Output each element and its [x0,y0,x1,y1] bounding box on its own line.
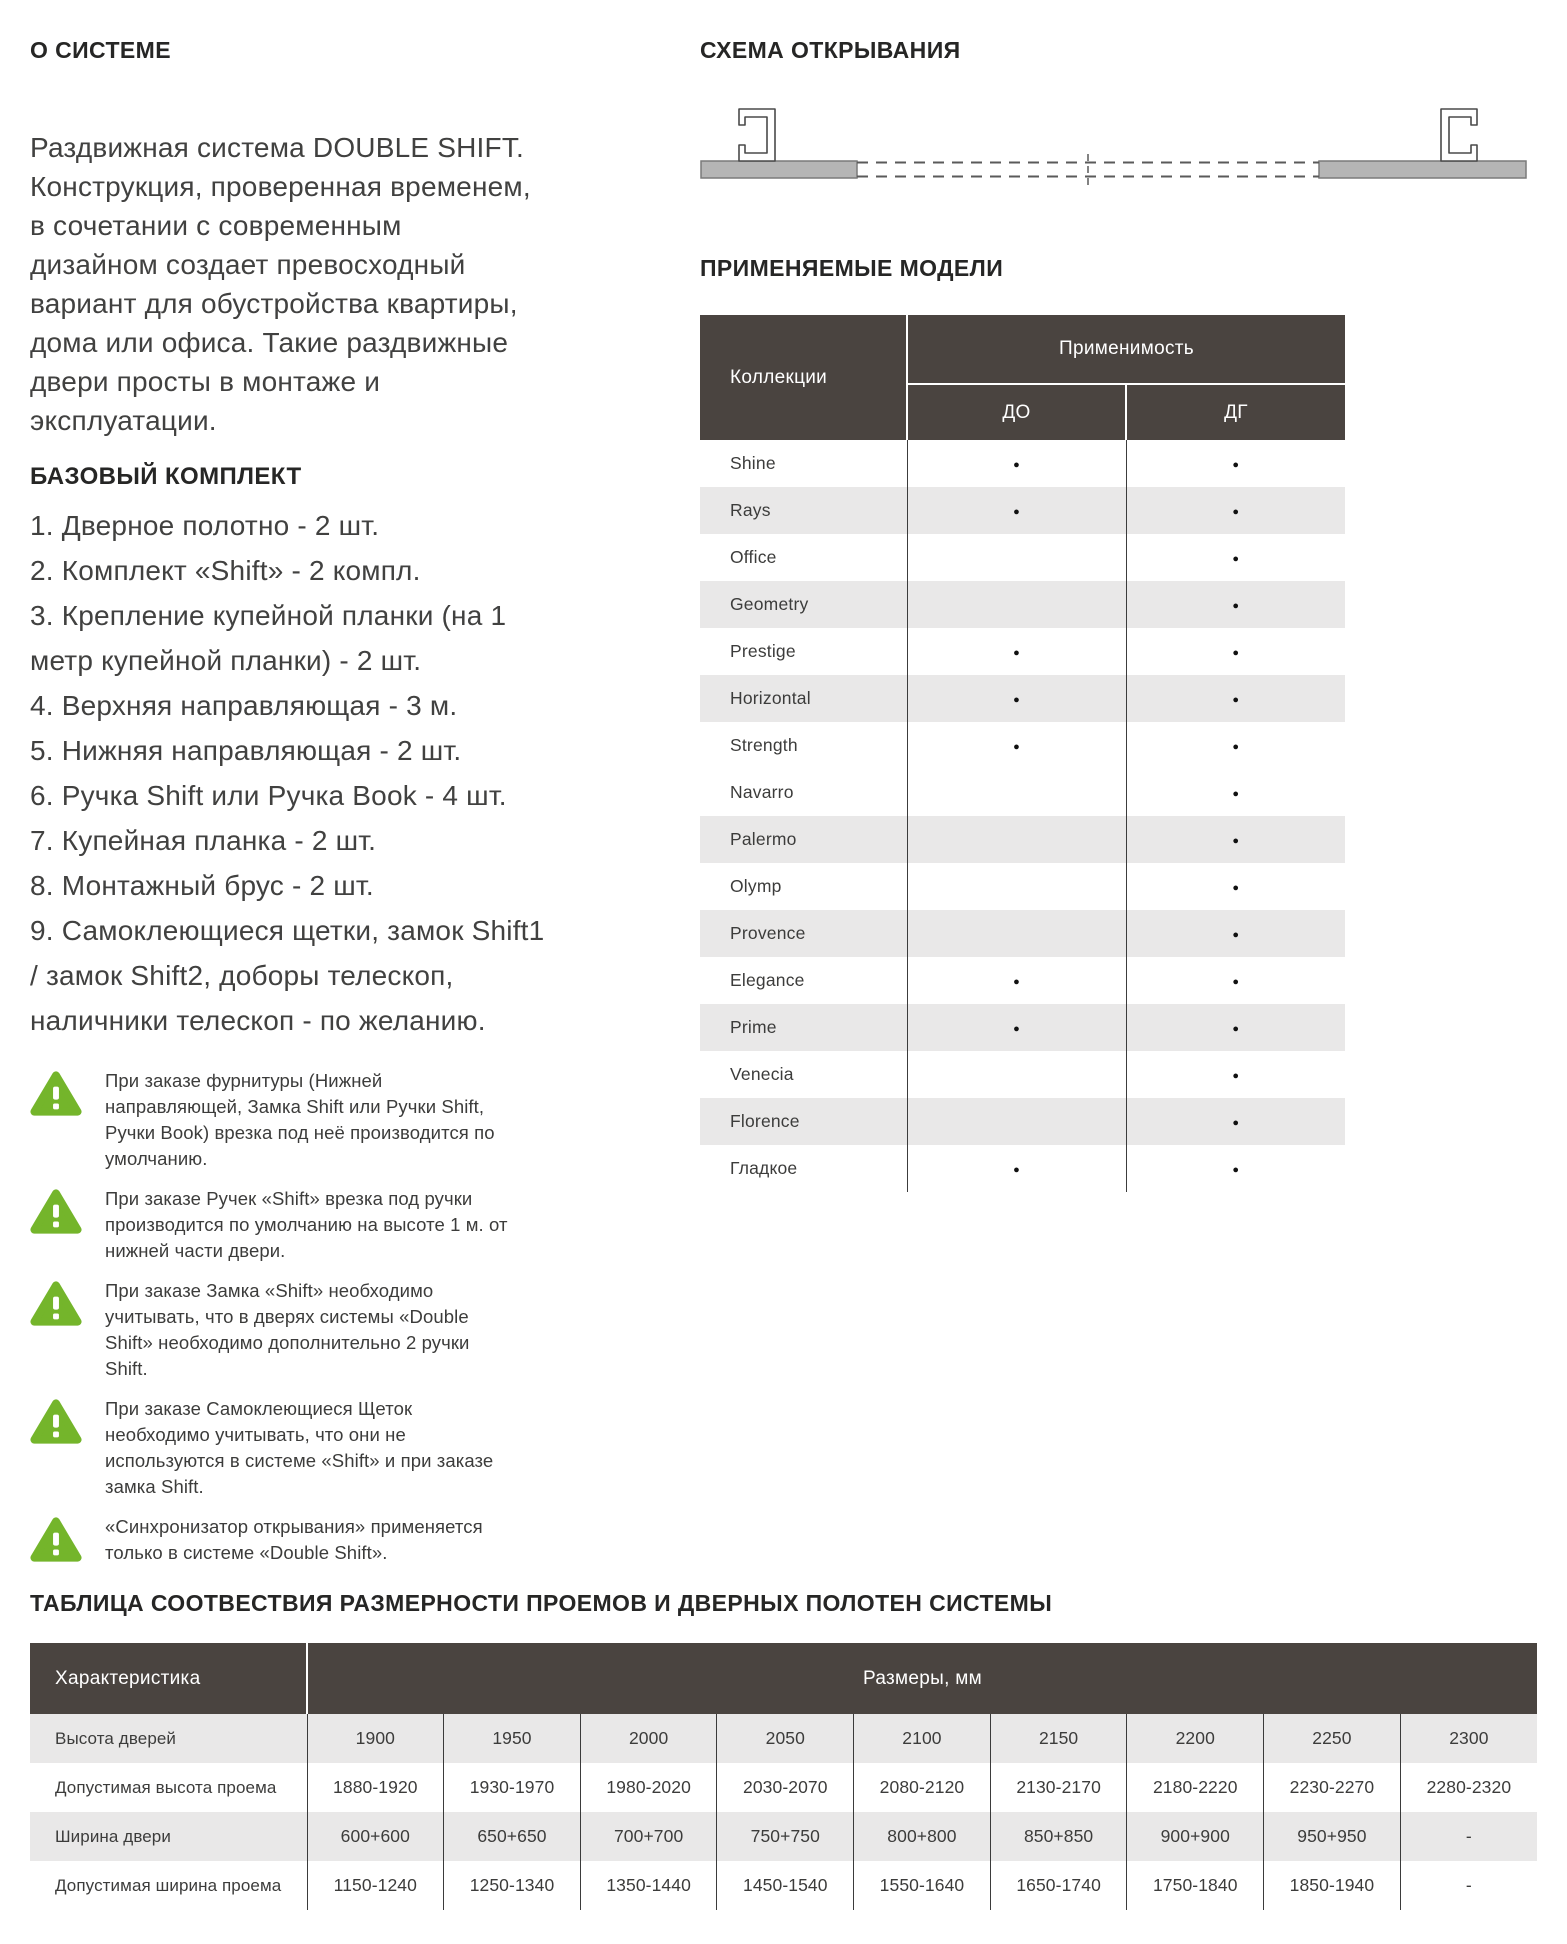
sizes-table-body [30,1714,1537,1910]
model-name: Geometry [700,581,907,628]
applicability-dot: ● [1232,1022,1240,1035]
model-name: Florence [700,1098,907,1145]
models-col-do: ДО [907,384,1126,440]
model-row [700,1004,1345,1051]
left-profile-bracket-icon [739,109,775,161]
warning-note [30,1186,560,1264]
model-do-cell [907,769,1126,816]
sizes-title: ТАБЛИЦА СООТВЕСТВИЯ РАЗМЕРНОСТИ ПРОЕМОВ И ДВЕРНЫХ ПОЛОТЕН СИСТЕМЫ [30,1590,1053,1617]
model-do-cell [907,487,1126,534]
size-value: 700+700 [580,1812,717,1861]
model-name: Navarro [730,782,794,802]
size-value: 2030-2070 [717,1763,854,1812]
size-value: 2050 [717,1714,854,1763]
kit-item: 8. Монтажный брус - 2 шт. [30,870,374,901]
applicability-dot: ● [1013,740,1020,753]
applicability-dot: ● [1013,975,1020,988]
model-row [700,816,1345,863]
model-row [700,957,1345,1004]
size-value: 1150-1240 [307,1861,444,1910]
model-name: Elegance [730,970,805,990]
size-value: 2080-2120 [854,1763,991,1812]
applicability-dot: ● [1232,599,1240,612]
size-value: 1750-1840 [1127,1861,1264,1910]
model-do-cell [907,910,1126,957]
size-value: 2250 [1264,1714,1401,1763]
warning-text: «Синхронизатор открывания» применяется только в системе «Double Shift». [105,1516,483,1563]
model-name: Olymp [730,876,782,896]
size-row-label: Допустимая ширина проема [55,1875,282,1895]
applicability-dot: ● [1232,1116,1240,1129]
applicability-dot: ● [1232,646,1240,659]
size-value: 1980-2020 [580,1763,717,1812]
model-row [700,675,1345,722]
size-value: 1550-1640 [854,1861,991,1910]
size-value: 750+750 [717,1812,854,1861]
kit-item: 5. Нижняя направляющая - 2 шт. [30,735,462,766]
model-do-cell [907,816,1126,863]
warning-icon [30,1188,82,1235]
warning-icon [30,1516,82,1563]
right-door-leaf [1319,161,1526,178]
model-do-cell [907,1098,1126,1145]
model-name: Shine [730,453,776,473]
model-row [700,910,1345,957]
model-dg-cell [1126,534,1345,581]
model-dg-cell [1126,628,1345,675]
warning-note [30,1514,560,1566]
model-do-cell [907,675,1126,722]
models-col-collections: Коллекции [700,315,907,440]
model-do-cell [907,863,1126,910]
applicability-dot: ● [1232,458,1240,471]
model-row [700,628,1345,675]
applicability-dot: ● [1013,693,1020,706]
model-dg-cell [1126,816,1345,863]
model-do-cell [907,534,1126,581]
size-value: 2150 [990,1714,1127,1763]
size-value: 2130-2170 [990,1763,1127,1812]
warning-icon [30,1070,82,1117]
model-name: Horizontal [700,675,907,722]
left-door-leaf [701,161,857,178]
size-value: 2180-2220 [1127,1763,1264,1812]
size-value: 2230-2270 [1264,1763,1401,1812]
model-name: Office [730,547,777,567]
size-value: 1850-1940 [1264,1861,1401,1910]
model-dg-cell [1126,722,1345,769]
model-name: Prime [700,1004,907,1051]
warnings [30,1068,560,1566]
kit-item: 9. Самоклеющиеся щетки, замок Shift1 / замок Shift2, доборы телескоп, наличники телескоп - по желанию. [30,915,545,1036]
model-row [700,440,1345,487]
kit-item: 1. Дверное полотно - 2 шт. [30,510,380,541]
size-value: 1650-1740 [990,1861,1127,1910]
model-dg-cell [1126,863,1345,910]
model-name: Rays [700,487,907,534]
base-kit-list [30,503,555,1043]
model-dg-cell [1126,581,1345,628]
applicability-dot: ● [1013,1022,1020,1035]
applicability-dot: ● [1013,646,1020,659]
model-name: Strength [730,735,798,755]
kit-item: 2. Комплект «Shift» - 2 компл. [30,555,421,586]
applicability-dot: ● [1232,1069,1240,1082]
model-row [700,581,1345,628]
kit-item: 3. Крепление купейной планки (на 1 метр купейной планки) - 2 шт. [30,600,507,676]
model-row [700,769,1345,816]
model-name: Venecia [730,1064,794,1084]
size-value: 650+650 [444,1812,581,1861]
size-row [30,1714,1537,1763]
warning-note [30,1278,560,1382]
size-value: 1900 [307,1714,444,1763]
model-row [700,1098,1345,1145]
size-value: 1930-1970 [444,1763,581,1812]
scheme-title: СХЕМА ОТКРЫВАНИЯ [700,37,961,64]
size-value: 800+800 [854,1812,991,1861]
model-dg-cell [1126,1004,1345,1051]
warning-text: При заказе Ручек «Shift» врезка под ручки производится по умолчанию на высоте 1 м. от нижней части двери. [105,1188,508,1261]
model-row [700,534,1345,581]
applicability-dot: ● [1232,975,1240,988]
warning-text: При заказе фурнитуры (Нижней направляющей, Замка Shift или Ручки Shift, Ручки Book) врезка под неё производится по умолчанию. [105,1070,495,1169]
kit-item: 7. Купейная планка - 2 шт. [30,825,377,856]
applicability-dot: ● [1232,787,1240,800]
size-value: - [1400,1812,1537,1861]
warning-note [30,1068,560,1172]
size-row [30,1861,1537,1910]
model-dg-cell [1126,440,1345,487]
applicability-dot: ● [1232,505,1240,518]
size-value: 1950 [444,1714,581,1763]
model-do-cell [907,1051,1126,1098]
size-row-label: Ширина двери [30,1812,307,1861]
sizes-col-sizes: Размеры, мм [307,1643,1537,1714]
size-value: 850+850 [990,1812,1127,1861]
applicability-dot: ● [1013,505,1020,518]
size-value: 1450-1540 [717,1861,854,1910]
applicability-dot: ● [1013,458,1020,471]
size-value: 1350-1440 [580,1861,717,1910]
size-value: 950+950 [1264,1812,1401,1861]
model-name: Palermo [700,816,907,863]
size-value: 900+900 [1127,1812,1264,1861]
size-row-label: Допустимая высота проема [55,1777,277,1797]
size-value: 2300 [1400,1714,1537,1763]
model-do-cell [907,957,1126,1004]
model-row [700,487,1345,534]
applicability-dot: ● [1232,881,1240,894]
size-value: 600+600 [307,1812,444,1861]
model-dg-cell [1126,769,1345,816]
model-row [700,1051,1345,1098]
size-value: - [1400,1861,1537,1910]
models-title: ПРИМЕНЯЕМЫЕ МОДЕЛИ [700,255,1004,282]
model-do-cell [907,628,1126,675]
kit-item: 4. Верхняя направляющая - 3 м. [30,690,458,721]
size-row-label: Высота дверей [30,1714,307,1763]
model-name: Provence [700,910,907,957]
warning-text: При заказе Самоклеющиеся Щеток необходимо учитывать, что они не используются в системе «Shift» и при заказе замка Shift. [105,1398,494,1497]
model-dg-cell [1126,1051,1345,1098]
kit-item: 6. Ручка Shift или Ручка Book - 4 шт. [30,780,507,811]
applicability-dot: ● [1013,1163,1020,1176]
model-do-cell [907,581,1126,628]
applicability-dot: ● [1232,834,1240,847]
size-row [30,1763,1537,1812]
model-row [700,722,1345,769]
model-do-cell [907,1004,1126,1051]
size-row [30,1812,1537,1861]
applicability-dot: ● [1232,693,1240,706]
base-kit-title: БАЗОВЫЙ КОМПЛЕКТ [30,462,302,490]
model-name: Prestige [730,641,796,661]
model-row [700,863,1345,910]
size-value: 1250-1340 [444,1861,581,1910]
model-do-cell [907,440,1126,487]
size-value: 2200 [1127,1714,1264,1763]
sizes-table [30,1643,1537,1910]
model-dg-cell [1126,487,1345,534]
warning-note [30,1396,560,1500]
right-profile-bracket-icon [1441,109,1477,161]
model-dg-cell [1126,675,1345,722]
models-col-dg: ДГ [1126,384,1345,440]
warning-icon [30,1280,82,1327]
sliding-doors-scheme-diagram [700,85,1530,195]
sizes-col-characteristic: Характеристика [30,1643,307,1714]
model-do-cell [907,1145,1126,1192]
applicability-dot: ● [1232,928,1240,941]
model-dg-cell [1126,910,1345,957]
applicability-dot: ● [1232,552,1240,565]
models-table [700,315,1345,1192]
models-col-applicability: Применимость [907,315,1345,384]
model-dg-cell [1126,957,1345,1004]
size-value: 2280-2320 [1400,1763,1537,1812]
about-title: О СИСТЕМЕ [30,37,171,64]
applicability-dot: ● [1232,1163,1240,1176]
warning-text: При заказе Замка «Shift» необходимо учитывать, что в дверях системы «Double Shift» необходимо дополнительно 2 ручки Shift. [105,1280,470,1379]
model-name: Гладкое [730,1158,798,1178]
size-value: 1880-1920 [307,1763,444,1812]
model-dg-cell [1126,1145,1345,1192]
size-value: 2100 [854,1714,991,1763]
model-do-cell [907,722,1126,769]
model-dg-cell [1126,1098,1345,1145]
applicability-dot: ● [1232,740,1240,753]
models-table-body [700,440,1345,1192]
size-value: 2000 [580,1714,717,1763]
about-paragraph: Раздвижная система DOUBLE SHIFT. Конструкция, проверенная временем, в сочетании с современным дизайном создает превосходный вариант для обустройства квартиры, дома или офиса. Такие раздвижные двери просты в монтаже и эксплуатации. [30,132,531,436]
model-row [700,1145,1345,1192]
warning-icon [30,1398,82,1445]
